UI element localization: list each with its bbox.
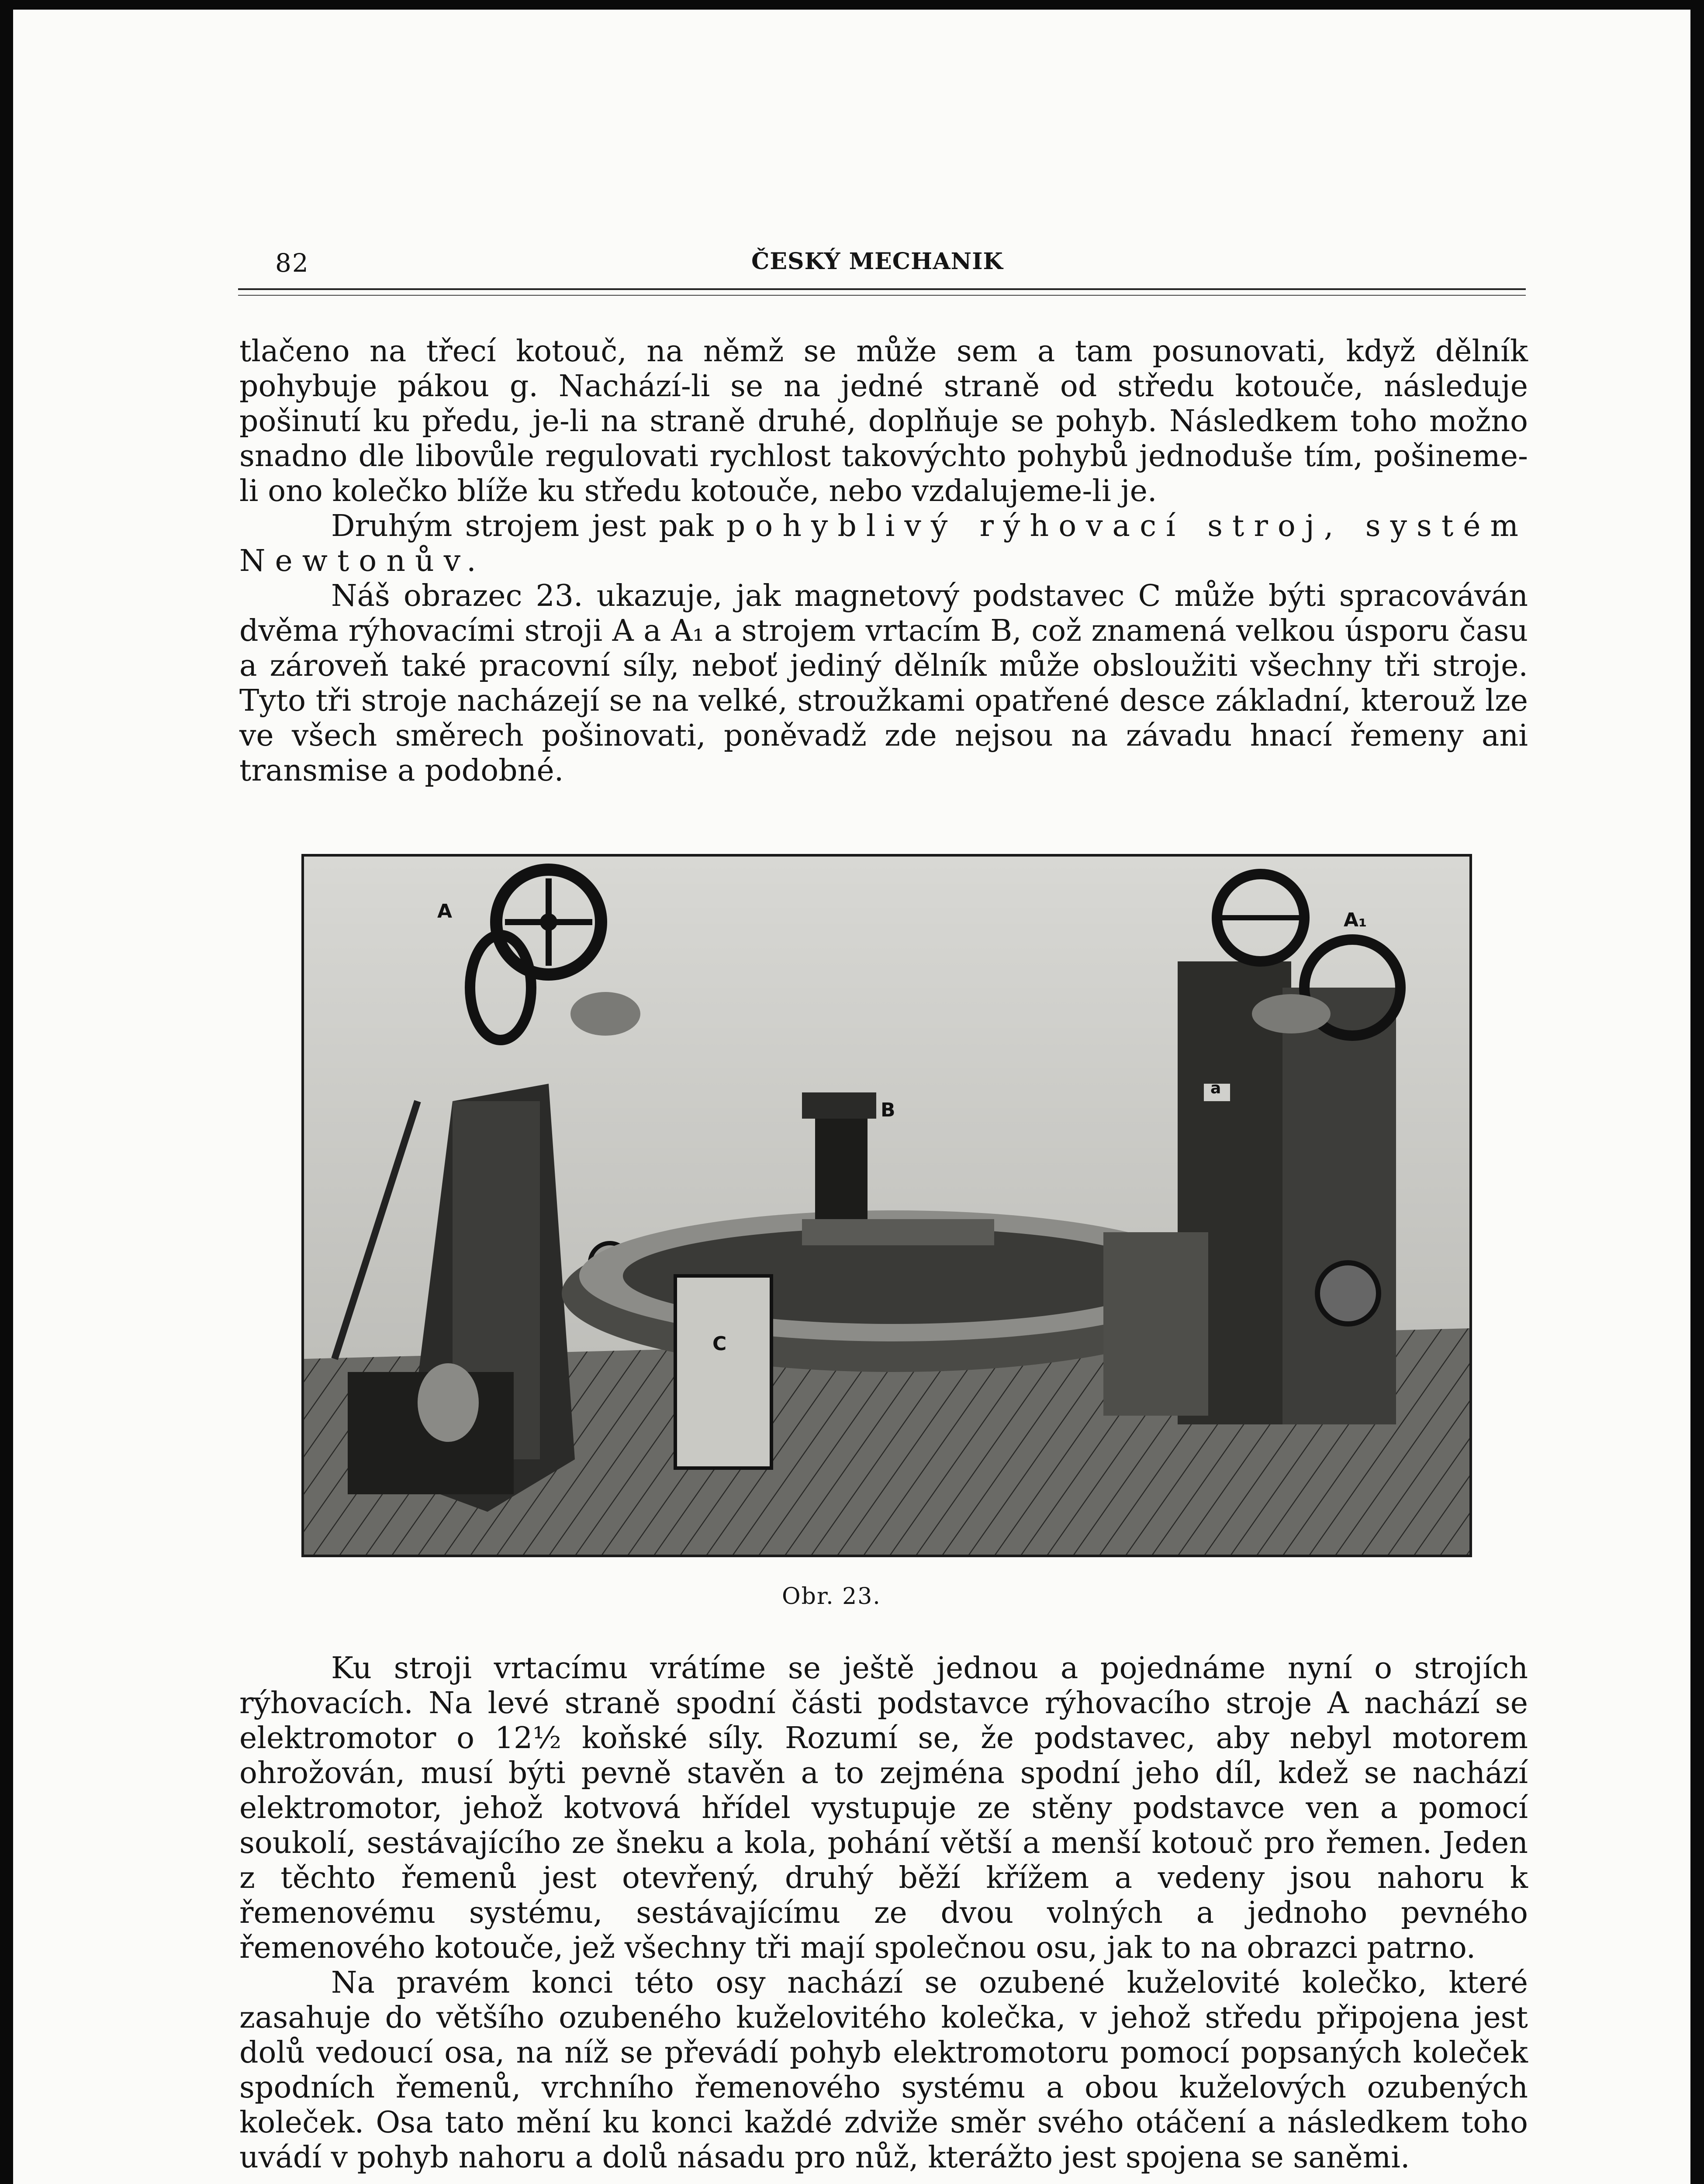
intro-paragraph-3: Náš obrazec 23. ukazuje, jak magnetový podstavec C může býti spracováván dvěma rýhovacími stroji A a A₁ a strojem vrtacím B, což znamená velkou úsporu času a zároveň také pracovní síly, neboť jediný dělník může obsloužiti všechny tři stroje. Tyto tři stroje nacházejí se na velké, stroužkami opatřené desce základní, kterouž lze ve všech směrech pošinovati, poněvadž zde nejsou na závadu hnací řemeny ani transmise a podobné. [239,579,1528,788]
figure-label-b: B [881,1099,895,1121]
figure-machines-photo [301,854,1472,1557]
page-header [236,248,1524,279]
intro-paragraph-1: tlačeno na třecí kotouč, na němž se může sem a tam posunovati, když dělník pohybuje pákou g. Nachází-li se na jedné straně od středu kotouče, následuje pošinutí ku předu, je-li na straně druhé, doplňuje se pohyb. Následkem toho možno snadno dle libovůle regulovati rychlost takovýchto pohybů jednoduše tím, pošineme-li ono kolečko blíže ku středu kotouče, nebo vzdalujeme-li je. [239,334,1528,508]
header-rule-thin [238,295,1526,296]
body-paragraph-1: Ku stroji vrtacímu vrátíme se ještě jednou a pojednáme nyní o strojích rýhovacích. Na levé straně spodní části podstavce rýhovacího stroje A nachází se elektromotor o 12½ koňské síly. Rozumí se, že podstavec, aby nebyl motorem ohrožován, musí býti pevně stavěn a to zejména spodní jeho díl, kdež se nachází elektromotor, jehož kotvová hřídel vystupuje ze stěny podstavce ven a pomocí soukolí, sestávajícího ze šneku a kola, pohání větší a menší kotouč pro řemen. Jeden z těchto řemenů jest otevřený, druhý běží křížem a vedeny jsou nahoru k řemenovému systému, sestávajícímu ze dvou volných a jednoho pevného řemenového kotouče, jež všechny tři mají společnou osu, jak to na obrazci patrno. [239,1651,1528,1965]
page-number: 82 [275,248,309,278]
figure-label-a-small: a [1210,1079,1221,1097]
header-rule [238,288,1526,290]
machines-illustration [304,857,1469,1555]
body-text [239,1651,1528,2175]
intro-text [239,334,1528,788]
running-title: ČESKÝ MECHANIK [751,248,1003,275]
figure-label-c: C [712,1333,727,1355]
figure-caption: Obr. 23. [782,1583,881,1610]
figure-label-a1: A₁ [1344,909,1367,931]
body-paragraph-2: Na pravém konci této osy nachází se ozubené kuželovité kolečko, které zasahuje do většího ozubeného kuželovitého kolečka, v jehož středu připojena jest dolů vedoucí osa, na níž se převádí pohyb elektromotoru pomocí popsaných koleček spodních řemenů, vrchního řemenového systému a obou kuželových ozubených koleček. Osa tato mění ku konci každé zdviže směr svého otáčení a následkem toho uvádí v pohyb nahoru a dolů násadu pro nůž, kterážto jest spojena se saněmi. [239,1966,1528,2175]
figure-label-a: A [437,900,453,923]
intro-paragraph-2-spaced: pohyblivý rýhovací stroj, systém Newtonův. [239,509,1528,578]
intro-paragraph-2-lead: Druhým strojem jest pak [331,509,714,543]
intro-paragraph-2 [239,509,1528,579]
